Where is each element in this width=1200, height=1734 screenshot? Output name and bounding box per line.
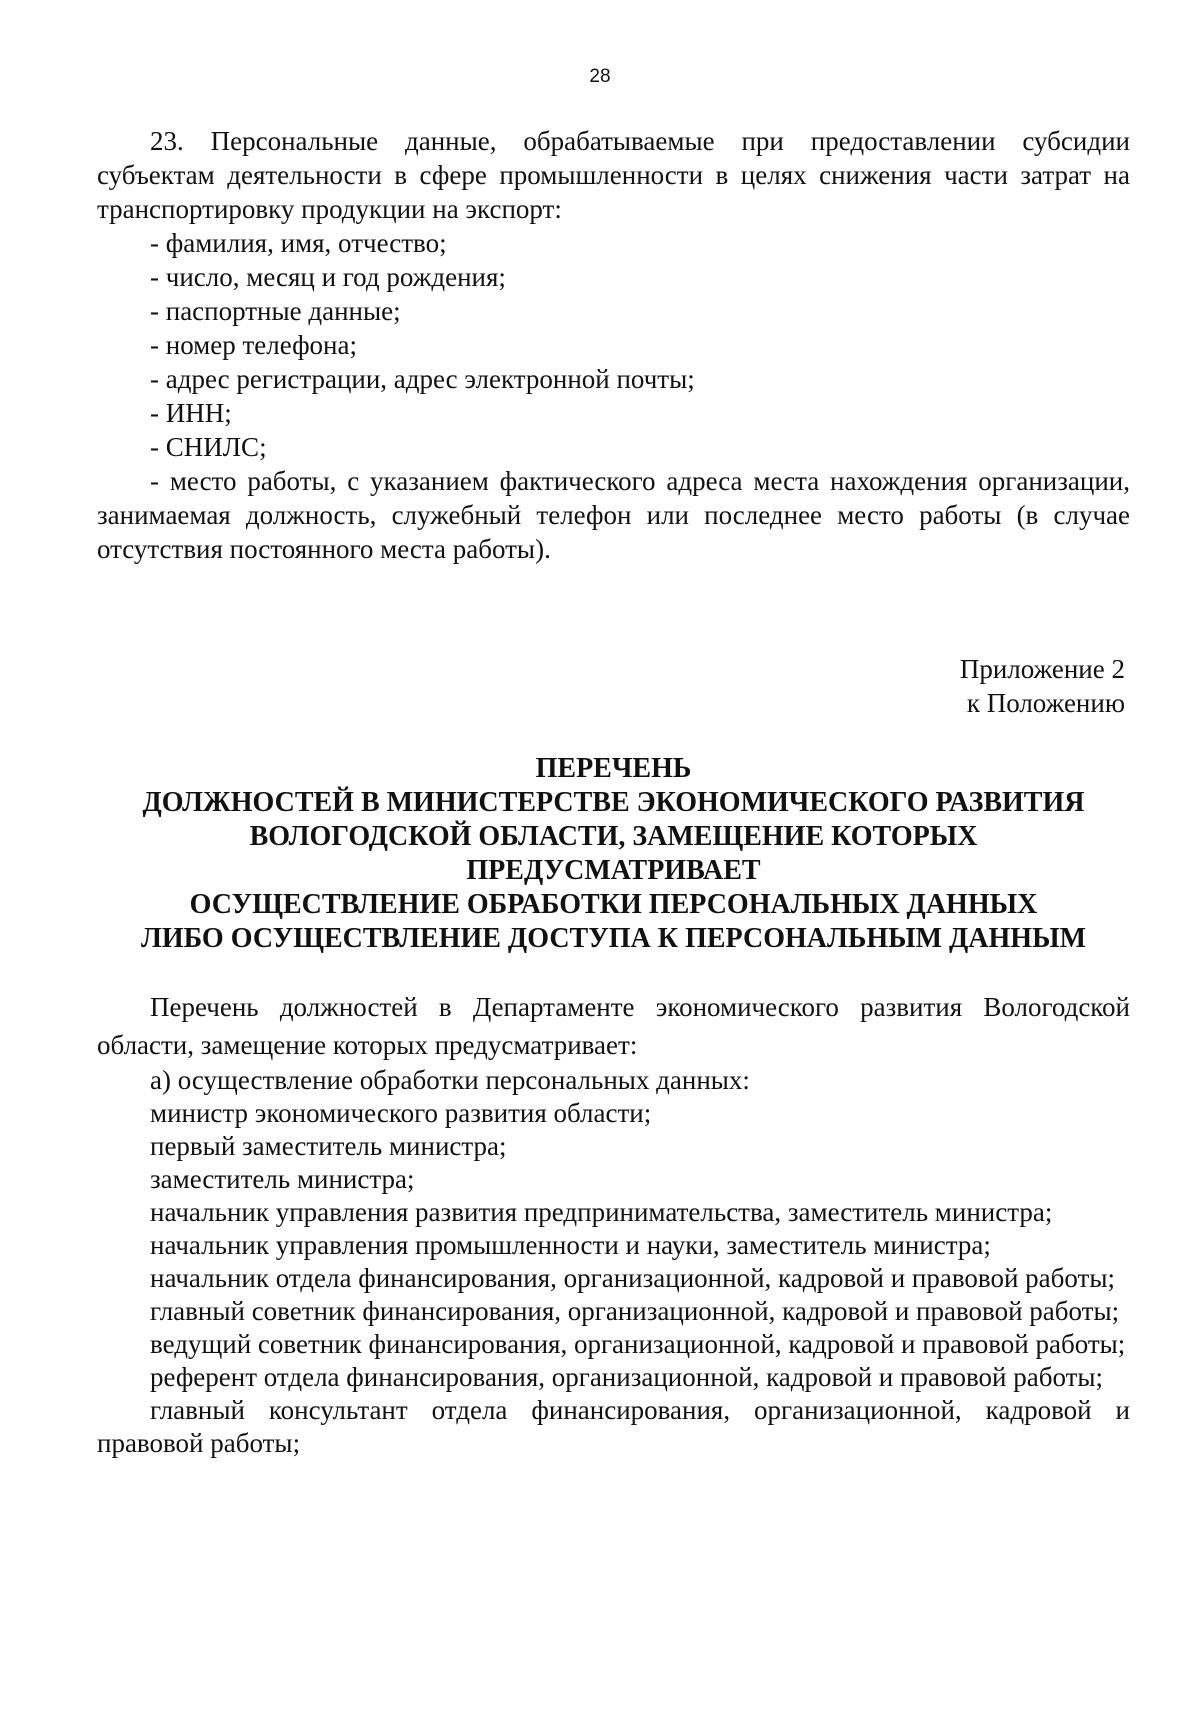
section-23-intro: 23. Персональные данные, обрабатываемые при предоставлении субсидии субъектам деятельности в сфере промышленности в целях снижения части затрат на транспортировку продукции на экспорт: xyxy=(97,126,1130,224)
title-line: ПРЕДУСМАТРИВАЕТ xyxy=(466,855,761,886)
appendix-line: Приложение 2 xyxy=(959,654,1125,684)
positions-lead: Перечень должностей в Департаменте экономического развития Вологодской области, замещение которых предусматривает: xyxy=(97,992,1130,1060)
list-item: заместитель министра; xyxy=(150,1164,415,1194)
list-item-workplace: - место работы, с указанием фактического адреса места нахождения организации, занимаемая должность, служебный телефон или последнее место работы (в случае отсутствия постоянного места работы). xyxy=(97,466,1130,564)
title-line: ДОЛЖНОСТЕЙ В МИНИСТЕРСТВЕ ЭКОНОМИЧЕСКОГО РАЗВИТИЯ xyxy=(142,787,1085,818)
list-item: - паспортные данные; xyxy=(150,296,401,326)
list-item: начальник управления промышленности и науки, заместитель министра; xyxy=(150,1230,991,1260)
list-item: - фамилия, имя, отчество; xyxy=(150,228,447,258)
appendix-reference xyxy=(960,652,1125,720)
title-line: ВОЛОГОДСКОЙ ОБЛАСТИ, ЗАМЕЩЕНИЕ КОТОРЫХ xyxy=(249,821,978,852)
title-line: ОСУЩЕСТВЛЕНИЕ ОБРАБОТКИ ПЕРСОНАЛЬНЫХ ДАННЫХ xyxy=(189,889,1038,920)
list-item: начальник отдела финансирования, организационной, кадровой и правовой работы; xyxy=(150,1263,1115,1293)
list-item: - адрес регистрации, адрес электронной почты; xyxy=(150,364,695,394)
appendix-line: к Положению xyxy=(966,688,1125,718)
list-item: - ИНН; xyxy=(150,398,232,428)
list-item: главный советник финансирования, организационной, кадровой и правовой работы; xyxy=(150,1296,1120,1326)
list-item: министр экономического развития области; xyxy=(150,1098,652,1128)
list-item: ведущий советник финансирования, организационной, кадровой и правовой работы; xyxy=(150,1329,1126,1359)
list-item: - СНИЛС; xyxy=(150,432,267,462)
list-item: - номер телефона; xyxy=(150,330,357,360)
document-title xyxy=(97,752,1130,956)
section-23 xyxy=(97,124,1130,566)
positions-list xyxy=(97,988,1130,1460)
list-item: - число, месяц и год рождения; xyxy=(150,262,506,292)
title-line: ПЕРЕЧЕНЬ xyxy=(535,753,692,784)
list-item: начальник управления развития предпринимательства, заместитель министра; xyxy=(150,1197,1053,1227)
positions-subhead: а) осуществление обработки персональных данных: xyxy=(150,1065,750,1095)
list-item: первый заместитель министра; xyxy=(150,1131,507,1161)
title-line: ЛИБО ОСУЩЕСТВЛЕНИЕ ДОСТУПА К ПЕРСОНАЛЬНЫМ ДАННЫМ xyxy=(140,923,1087,954)
page-number: 28 xyxy=(589,66,611,87)
list-item: главный консультант отдела финансирования, организационной, кадровой и правовой работы; xyxy=(97,1395,1130,1458)
list-item: референт отдела финансирования, организационной, кадровой и правовой работы; xyxy=(150,1362,1104,1392)
